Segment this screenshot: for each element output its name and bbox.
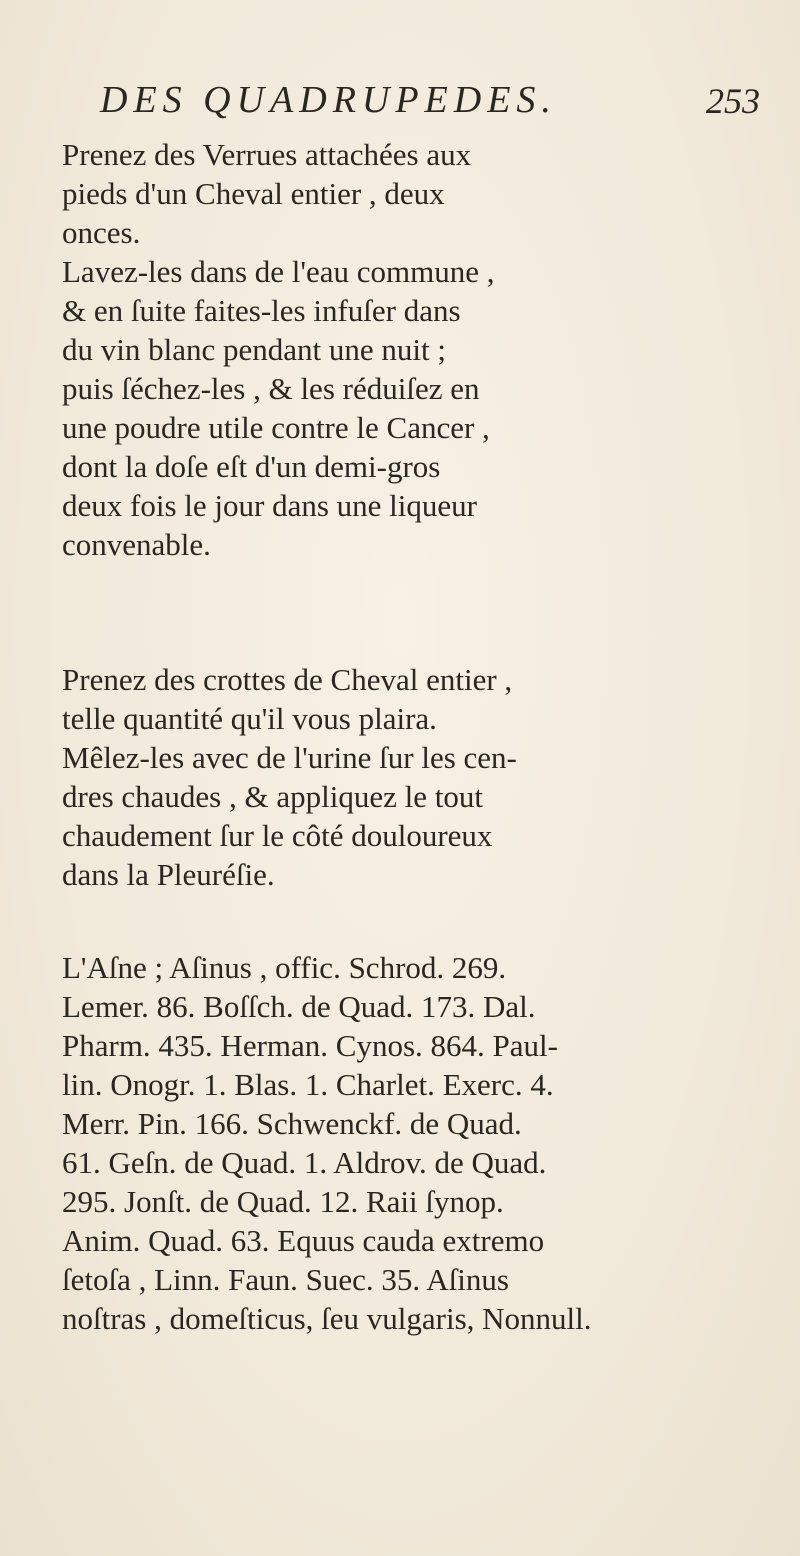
text-line: Prenez des Verrues attachées aux — [62, 137, 472, 172]
text-line: 61. Geſn. de Quad. 1. Aldrov. de Quad. — [62, 1145, 547, 1180]
paragraph-dung-remedy — [62, 660, 782, 894]
text-line: lin. Onogr. 1. Blas. 1. Charlet. Exerc. 4. — [62, 1067, 554, 1102]
text-line: onces. — [62, 215, 141, 250]
text-line: Prenez des crottes de Cheval entier , — [62, 662, 513, 697]
text-line: une poudre utile contre le Cancer , — [62, 410, 490, 445]
text-line: Merr. Pin. 166. Schwenckf. de Quad. — [62, 1106, 522, 1141]
text-line: 295. Jonſt. de Quad. 12. Raii ſynop. — [62, 1184, 504, 1219]
text-line: Lemer. 86. Boſſch. de Quad. 173. Dal. — [62, 989, 536, 1024]
text-line: pieds d'un Cheval entier , deux — [62, 176, 445, 211]
text-line: & en ſuite faites-les infuſer dans — [62, 293, 461, 328]
text-line: puis ſéchez-les , & les réduiſez en — [62, 371, 480, 406]
text-line: dont la doſe eſt d'un demi-gros — [62, 449, 441, 484]
text-line: convenable. — [62, 527, 211, 562]
text-line: deux fois le jour dans une liqueur — [62, 488, 477, 523]
text-line: ſetoſa , Linn. Faun. Suec. 35. Aſinus — [62, 1262, 509, 1297]
text-line: telle quantité qu'il vous plaira. — [62, 701, 437, 736]
text-line: Anim. Quad. 63. Equus cauda extremo — [62, 1223, 545, 1258]
text-line: L'Aſne ; Aſinus , offic. Schrod. 269. — [62, 950, 507, 985]
text-line: Pharm. 435. Herman. Cynos. 864. Paul- — [62, 1028, 558, 1063]
text-line: dans la Pleuréſie. — [62, 857, 275, 892]
text-line: noſtras , domeſticus, ſeu vulgaris, Nonnull. — [62, 1301, 592, 1336]
text-line: Lavez-les dans de l'eau commune , — [62, 254, 495, 289]
page-number: 253 — [706, 81, 760, 121]
page-header — [100, 78, 760, 128]
paragraph-warts-remedy — [62, 135, 782, 564]
text-line: dres chaudes , & appliquez le tout — [62, 779, 483, 814]
text-line: chaudement ſur le côté douloureux — [62, 818, 493, 853]
text-line: Mêlez-les avec de l'urine ſur les cen- — [62, 740, 517, 775]
text-line: du vin blanc pendant une nuit ; — [62, 332, 446, 367]
running-title: DES QUADRUPEDES. — [100, 79, 557, 121]
paragraph-donkey-references — [62, 948, 782, 1338]
